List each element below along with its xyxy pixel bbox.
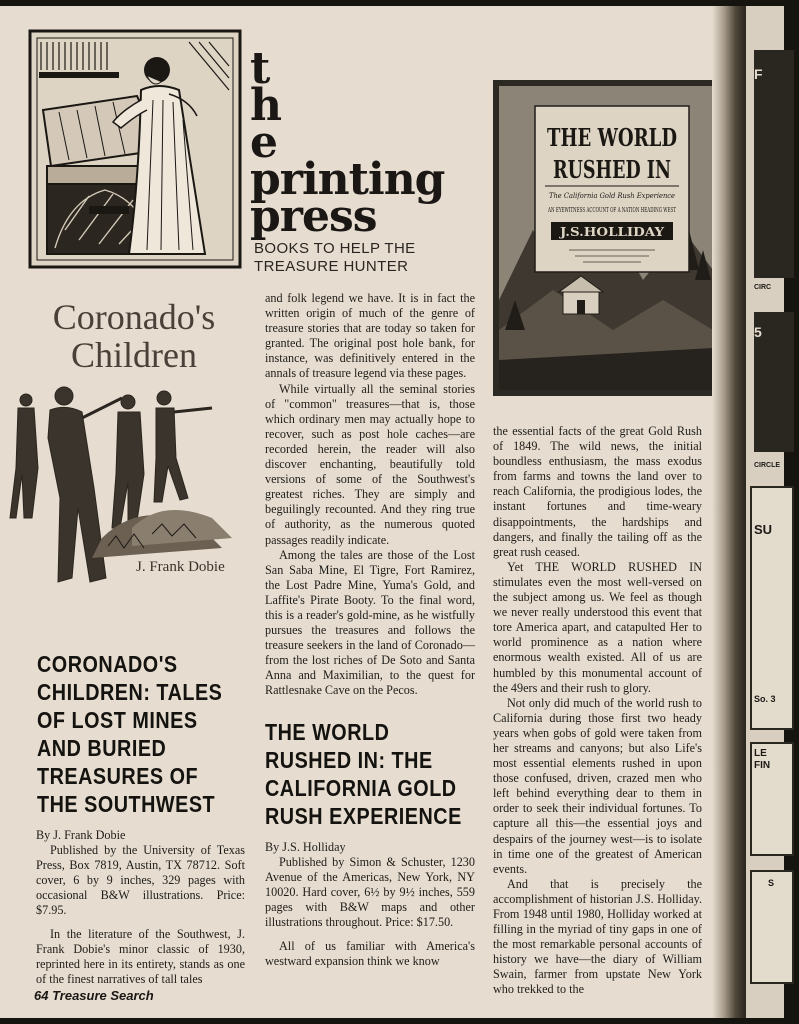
world-cover-author: J.S.HOLLIDAY (558, 225, 665, 239)
coronado-review-column (36, 828, 245, 987)
middle-para-3: Among the tales are those of the Lost San Saba Mine, El Tigre, Fort Ramirez, the Lost Padre Mine, Yuma's Gold, and Laffite's Pirate Booty. To the final word, this is a reader's gold-mine, as he wistfully pursues the treasures and follows the treasure seekers in the land of Coronado—from the lost riches of De Soto and Santa Anna and Maximilian, to the quest for Rattlesnake Cave on the Pecos. (265, 547, 475, 698)
right-column (493, 424, 702, 998)
adjacent-label-4: CIRCLE (754, 462, 781, 469)
printing-press-engraving (29, 30, 241, 268)
world-cover-tagline: AN EYEWITNESS ACCOUNT OF A NATION HEADING WEST (547, 206, 677, 214)
middle-column (265, 291, 475, 699)
middle-para-2: While virtually all the seminal stories of "common" treasures—that is, those which ordinary men may actually hope to recover, such as post hole caches—are recorded herein, the reader will also discover enchanting, beautifully told versions of some of the Southwest's greatest riches. They are simply and beguilingly recounted. And they ring true of authority, as the numerous quoted passages readily indicate. (265, 381, 475, 547)
world-byline: By J.S. Holliday (265, 840, 346, 854)
world-headline: THE WORLD RUSHED IN: THE CALIFORNIA GOLD RUSH EXPERIENCE (265, 719, 462, 829)
world-cover-title: THE WORLD (547, 123, 677, 152)
title-line-t: t (250, 43, 270, 94)
right-para-3: Not only did much of the world rush to California during those first two heady years when gobs of gold were taken from her streams and canyons; but also Life's most essential elements rushed in upon those confused, driven, crazed men who left behind everything dear to them in order to seek their individual fortunes. To capture all this—the essential joys and despairs of the journey west—is to isolate in time one of the greatest of American events. (493, 695, 702, 876)
binding-fold (712, 6, 746, 1018)
middle-para-1: and folk legend we have. It is in fact the written origin of much of the genre of treasure stories that are today so taken for granted. The original post hole bank, for instance, was definitively entered in the annals of treasure legend via these pages. (265, 291, 475, 381)
title-line-e: e (250, 117, 277, 168)
adjacent-label-9: S (768, 878, 775, 888)
world-cover-title-2: RUSHED IN (553, 155, 671, 184)
page-footer: 64 Treasure Search (34, 988, 154, 1003)
title-line-press: press (250, 191, 377, 242)
adjacent-label-6: So. 3 (754, 694, 776, 704)
adjacent-page (746, 6, 784, 1018)
adjacent-label-7: LE (754, 748, 767, 759)
adjacent-label-1: F (754, 66, 763, 82)
title-line-h: h (250, 80, 281, 131)
adjacent-label-3: 5 (754, 324, 762, 340)
coronado-body-1: In the literature of the Southwest, J. Frank Dobie's minor classic of 1930, reprinted here in its entirety, stands as one of the finest narratives of tall tales (36, 926, 245, 986)
right-para-1: the essential facts of the great Gold Rush of 1849. The wild news, the initial boundless enthusiasm, the mass exodus from farms and towns the land over to reach California, the prodigious lodes, the instant fortunes and time-weary disappointments, the hardships and dangers, and finally the tailing off as the great rush ceased. (493, 424, 702, 559)
world-body-1: All of us familiar with America's westward expansion think we know (265, 938, 475, 968)
coronado-publisher-info: Published by the University of Texas Press, Box 7819, Austin, TX 78712. Soft cover, 6 by 9 inches, 329 pages with occasional B&W illustrations. Price: $7.95. (36, 843, 245, 918)
world-review-column (265, 840, 475, 969)
world-publisher-info: Published by Simon & Schuster, 1230 Avenue of the Americas, New York, NY 10020. Hard cover, 6½ by 9½ inches, 559 pages with B&W maps and other illustrations throughout. Price: $17.50. (265, 855, 475, 930)
title-line-printing: printing (250, 154, 445, 205)
adjacent-label-5: SU (754, 522, 773, 537)
world-rushed-in-cover (493, 80, 719, 396)
coronado-cover-author: J. Frank Dobie (136, 559, 225, 575)
adjacent-label-8: FIN (754, 760, 771, 771)
right-para-2: Yet THE WORLD RUSHED IN stimulates even the most well-versed on the subject among us. We feel as though we never really understood this event that tore America apart, and catapulted Her to world prominence as a nation where enormous wealth existed. All of us are humbled by this monumental account of the 49ers and their rush to glory. (493, 559, 702, 695)
section-subtitle: BOOKS TO HELP THE TREASURE HUNTER (254, 240, 416, 275)
coronado-headline: CORONADO'S CHILDREN: TALES OF LOST MINES AND BURIED TREASURES OF THE SOUTHWEST (37, 651, 223, 817)
coronado-cover-title: Coronado's Children (52, 297, 216, 375)
coronado-byline: By J. Frank Dobie (36, 828, 126, 842)
right-para-4: And that is precisely the accomplishment of historian J.S. Holliday. From 1948 until 1980, Holliday worked at filling in the myriad of tiny gaps in one of the most remarkable personal accounts of history we have—the diary of William Swain, farmer from upstate New York who trekked to the (493, 876, 702, 997)
magazine-page (0, 6, 784, 1018)
adjacent-label-2: CIRC (754, 284, 772, 291)
adjacent-page-ad-1 (754, 50, 794, 278)
world-cover-subtitle: The California Gold Rush Experience (549, 192, 675, 200)
section-title (250, 43, 445, 242)
